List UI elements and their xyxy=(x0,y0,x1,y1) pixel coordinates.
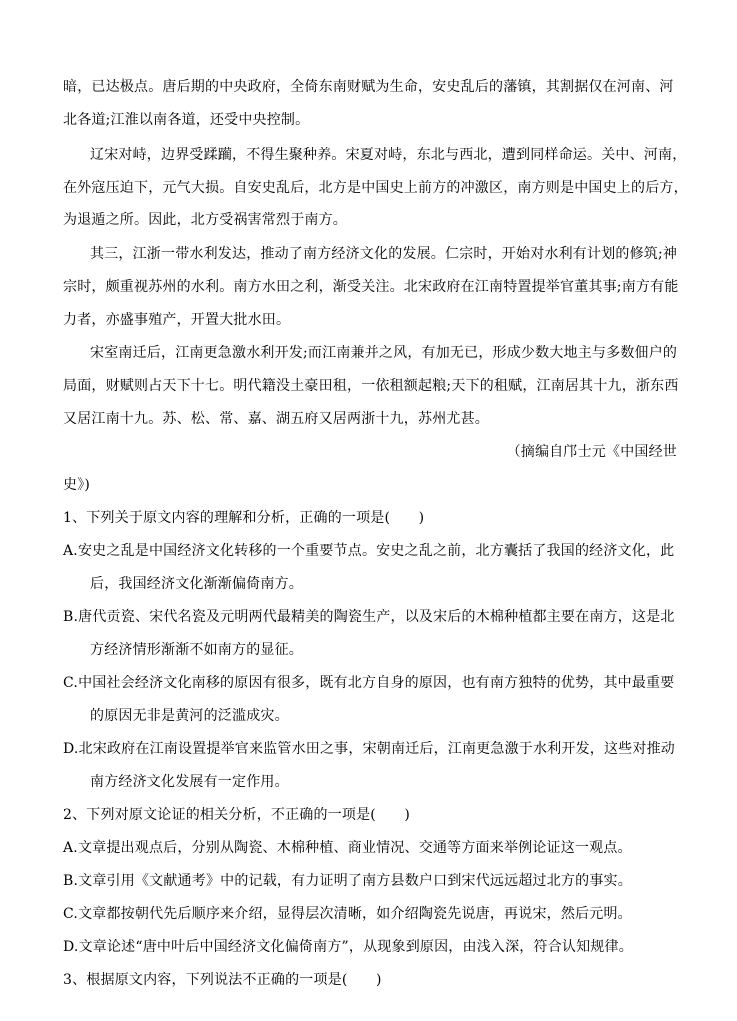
paragraph-line: 北各道;江淮以南各道，还受中央控制。 xyxy=(63,112,310,128)
question-2-option-b: B.文章引用《文献通考》中的记载，有力证明了南方县数户口到宋代远远超过北方的事实。 xyxy=(63,873,632,889)
paragraph-line: 为退遁之所。因此，北方受祸害常烈于南方。 xyxy=(63,212,347,228)
question-3-stem: 3、根据原文内容，下列说法不正确的一项是( ) xyxy=(63,972,382,988)
question-1-option-a-cont: 后，我国经济文化渐渐偏倚南方。 xyxy=(90,576,303,592)
question-1-option-c-cont: 的原因无非是黄河的泛滥成灾。 xyxy=(90,708,289,724)
question-2-option-c: C.文章都按朝代先后顺序来介绍，显得层次清晰，如介绍陶瓷先说唐，再说宋，然后元明。 xyxy=(63,906,632,922)
question-1-option-c: C.中国社会经济文化南移的原因有很多，既有北方自身的原因，也有南方独特的优势，其中最重要 xyxy=(63,675,675,691)
paragraph-line: 其三，江浙一带水利发达，推动了南方经济文化的发展。仁宗时，开始对水利有计划的修筑;神 xyxy=(90,246,678,262)
source-citation: （摘编自邝士元《中国经世 xyxy=(506,444,677,460)
paragraph-line: 力者，亦盛事殖产，开置大批水田。 xyxy=(63,312,291,328)
question-2-stem: 2、下列对原文论证的相关分析，不正确的一项是( ) xyxy=(63,807,411,823)
paragraph-line: 宋室南迁后，江南更急激水利开发;而江南兼并之风，有加无已，形成少数大地主与多数佃户的 xyxy=(90,345,678,361)
question-1-option-b-cont: 方经济情形渐渐不如南方的显征。 xyxy=(90,642,303,658)
question-1-option-a: A.安史之乱是中国经济文化转移的一个重要节点。安史之乱之前，北方囊括了我国的经济文化，此 xyxy=(63,543,675,559)
paragraph-line: 宗时，颇重视苏州的水利。南方水田之利，渐受关注。北宋政府在江南特置提举官董其事;南方有能 xyxy=(63,279,679,295)
paragraph-line: 辽宋对峙，边界受蹂躏，不得生聚种养。宋夏对峙，东北与西北，遭到同样命运。关中、河南， xyxy=(90,147,687,163)
question-1-option-d-cont: 南方经济文化发展有一定作用。 xyxy=(90,774,289,790)
paragraph-line: 局面，财赋则占天下十七。明代籍没土豪田租，一依租额起粮;天下的租赋，江南居其十九，浙东西 xyxy=(63,378,679,394)
question-2-option-d: D.文章论述“唐中叶后中国经济文化偏倚南方”，从现象到原因，由浅入深，符合认知规律。 xyxy=(63,939,633,955)
question-2-option-a: A.文章提出观点后，分别从陶瓷、木棉种植、商业情况、交通等方面来举例论证这一观点。 xyxy=(63,840,632,856)
question-1-option-b: B.唐代贡瓷、宋代名瓷及元明两代最精美的陶瓷生产，以及宋后的木棉种植都主要在南方，这是北 xyxy=(63,609,675,625)
paragraph-line: 在外寇压迫下，元气大损。自安史乱后，北方是中国史上前方的冲激区，南方则是中国史上的后方， xyxy=(63,180,688,196)
paragraph-line: 暗，已达极点。唐后期的中央政府，全倚东南财赋为生命，安史乱后的藩镇，其割据仅在河南、河 xyxy=(63,79,674,95)
paragraph-line: 又居江南十九。苏、松、常、嘉、湖五府又居两浙十九，苏州尤甚。 xyxy=(63,411,489,427)
question-1-stem: 1、下列关于原文内容的理解和分析，正确的一项是( ) xyxy=(63,510,425,526)
source-citation-cont: 史》) xyxy=(63,477,91,493)
question-1-option-d: D.北宋政府在江南设置提举官来监管水田之事，宋朝南迁后，江南更急激于水利开发，这些对推动 xyxy=(63,741,675,757)
